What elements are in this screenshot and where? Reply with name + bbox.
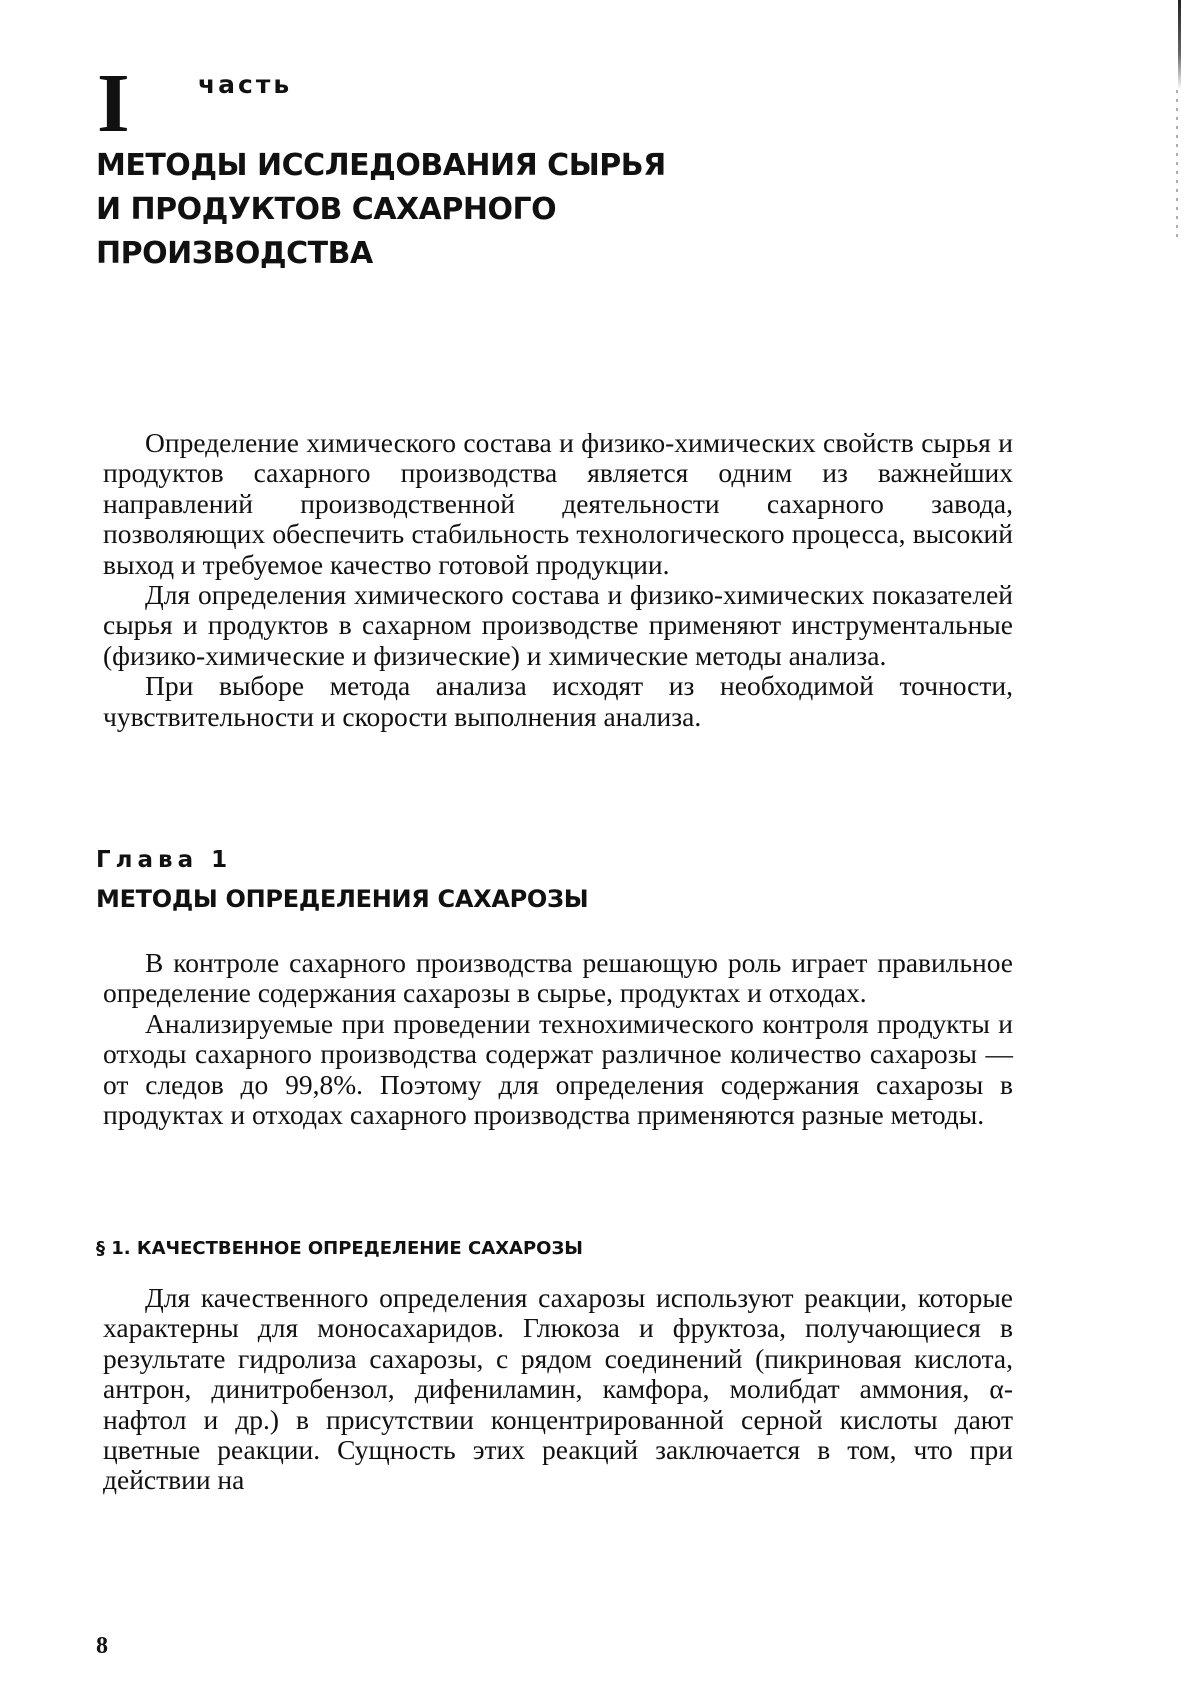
paragraph: В контроле сахарного производства решающую роль играет правильное определение содержания сахарозы в сырье, продуктах и отходах. [103,947,1013,1009]
paragraph: Анализируемые при проведении технохимического контроля продукты и отходы сахарного производства содержат различное количество сахарозы — от следов до 99,8%. Поэтому для определения содержания сахарозы в продуктах и отходах сахарного производства применяются разные методы. [103,1007,1013,1131]
scan-edge-artifact [1178,0,1181,90]
paragraph: Для определения химического состава и физико-химических показателей сырья и продуктов в сахарном производстве применяют инструментальные (физико-химические и физические) и химические методы анализа. [103,579,1013,671]
scan-edge-dots [1176,90,1178,240]
section-title: § 1. КАЧЕСТВЕННОЕ ОПРЕДЕЛЕНИЕ САХАРОЗЫ [96,1238,583,1259]
chapter-title: МЕТОДЫ ОПРЕДЕЛЕНИЯ САХАРОЗЫ [96,885,589,913]
part-title-line: И ПРОДУКТОВ САХАРНОГО [96,192,557,227]
part-title-line: ПРОИЗВОДСТВА [96,236,373,271]
paragraph: Определение химического состава и физико-химических свойств сырья и продуктов сахарного производства является одним из важнейших направлений производственной деятельности сахарного завода, позволяющих обеспечить стабильность технологического процесса, высокий выход и требуемое качество готовой продукции. [103,427,1013,580]
paragraph: Для качественного определения сахарозы используют реакции, которые характерны для моносахаридов. Глюкоза и фруктоза, получающиеся в результате гидролиза сахарозы, с рядом соединений (пикриновая кислота, антрон, динитробензол, дифениламин, камфора, молибдат аммония, α-нафтол и др.) в присутствии концентрированной серной кислоты дают цветные реакции. Сущность этих реакций заключается в том, что при действии на [103,1282,1013,1496]
chapter-text [103,948,1013,1130]
part-title [96,144,856,276]
part-title-line: МЕТОДЫ ИССЛЕДОВАНИЯ СЫРЬЯ [96,148,666,183]
page-number: 8 [96,1633,108,1659]
section-text [103,1283,1013,1496]
part-word: часть [198,70,293,99]
paragraph: При выборе метода анализа исходят из необходимой точности, чувствительности и скорости выполнения анализа. [103,670,1013,732]
chapter-label: Глава 1 [96,847,233,873]
intro-text [103,428,1013,732]
part-numeral: I [97,57,130,150]
